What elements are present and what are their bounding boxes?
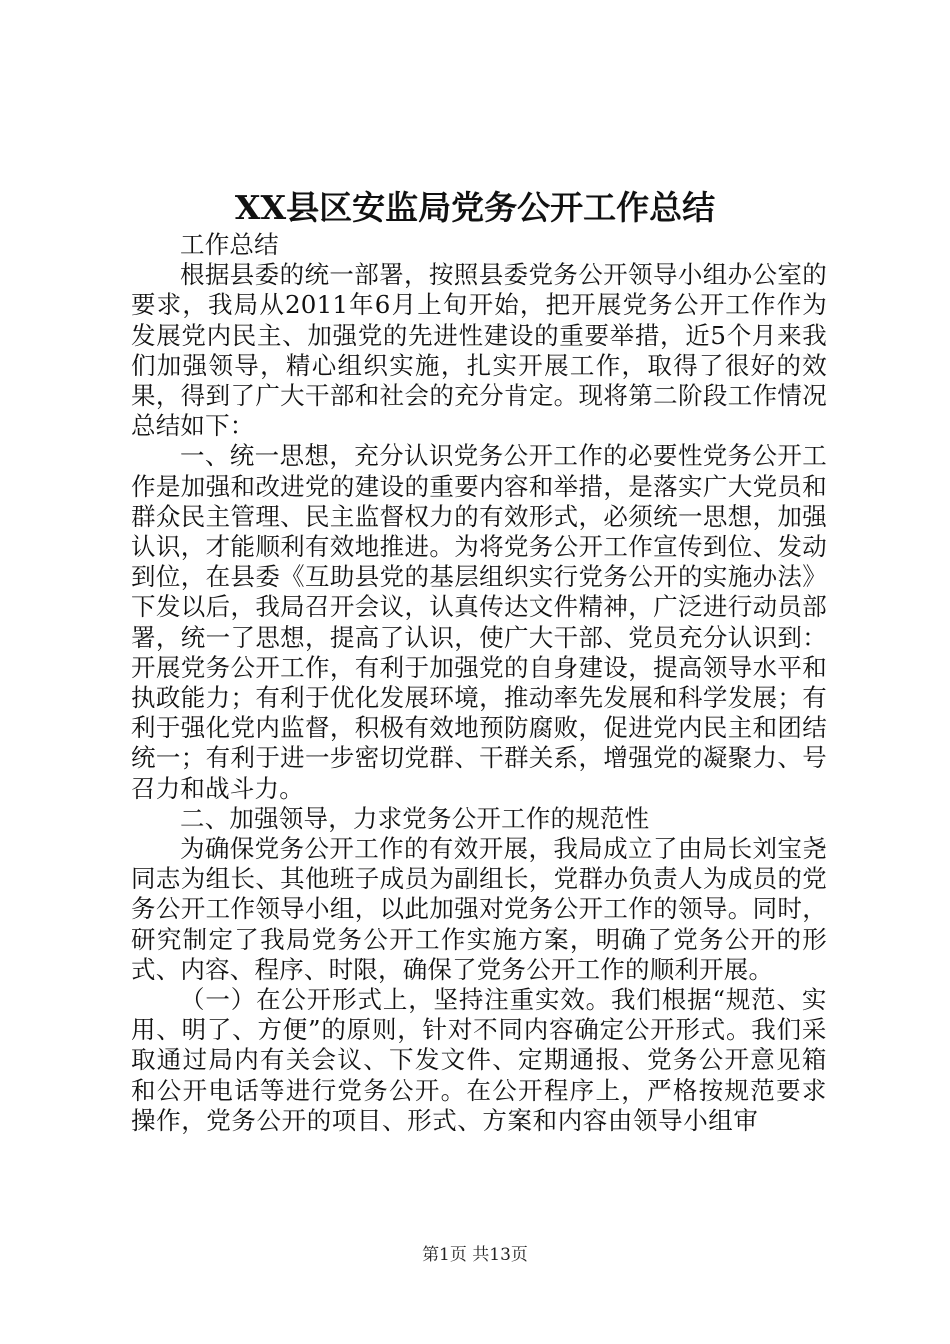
document-title: XX县区安监局党务公开工作总结 bbox=[234, 188, 716, 227]
paragraph-section-one: 一、统一思想，充分认识党务公开工作的必要性党务公开工作是加强和改进党的建设的重要内容和举措，是落实广大党员和群众民主管理、民主监督权力的有效形式，必须统一思想，加强认识，才能顺利有效地推进。为将党务公开工作宣传到位、发动到位，在县委《互助县党的基层组织实行党务公开的实施办法》下发以后，我局召开会议，认真传达文件精神，广泛进行动员部署，统一了思想，提高了认识，使广大干部、党员充分认识到：开展党务公开工作，有利于加强党的自身建设，提高领导水平和执政能力；有利于优化发展环境，推动率先发展和科学发展；有利于强化党内监督，积极有效地预防腐败，促进党内民主和团结统一；有利于进一步密切党群、干群关系，增强党的凝聚力、号召力和战斗力。 bbox=[131, 441, 827, 803]
document-body bbox=[131, 230, 827, 1136]
paragraph-intro: 根据县委的统一部署，按照县委党务公开领导小组办公室的要求，我局从2011年6月上旬开始，把开展党务公开工作作为发展党内民主、加强党的先进性建设的重要举措，近5个月来我们加强领导，精心组织实施，扎实开展工作，取得了很好的效果，得到了广大干部和社会的充分肯定。现将第二阶段工作情况总结如下： bbox=[131, 260, 827, 441]
page-footer: 第1页 共13页 bbox=[422, 1245, 528, 1265]
paragraph-section-two: 为确保党务公开工作的有效开展，我局成立了由局长刘宝尧同志为组长、其他班子成员为副组长，党群办负责人为成员的党务公开工作领导小组，以此加强对党务公开工作的领导。同时，研究制定了我局党务公开工作实施方案，明确了党务公开的形式、内容、程序、时限，确保了党务公开工作的顺利开展。 bbox=[131, 834, 827, 984]
paragraph-label: 工作总结 bbox=[180, 230, 279, 259]
paragraph-subsection-one: （一）在公开形式上，坚持注重实效。我们根据“规范、实用、明了、方便”的原则，针对不同内容确定公开形式。我们采取通过局内有关会议、下发文件、定期通报、党务公开意见箱和公开电话等进行党务公开。在公开程序上，严格按规范要求操作，党务公开的项目、形式、方案和内容由领导小组审 bbox=[131, 985, 827, 1135]
section-two-heading: 二、加强领导，力求党务公开工作的规范性 bbox=[180, 803, 650, 833]
